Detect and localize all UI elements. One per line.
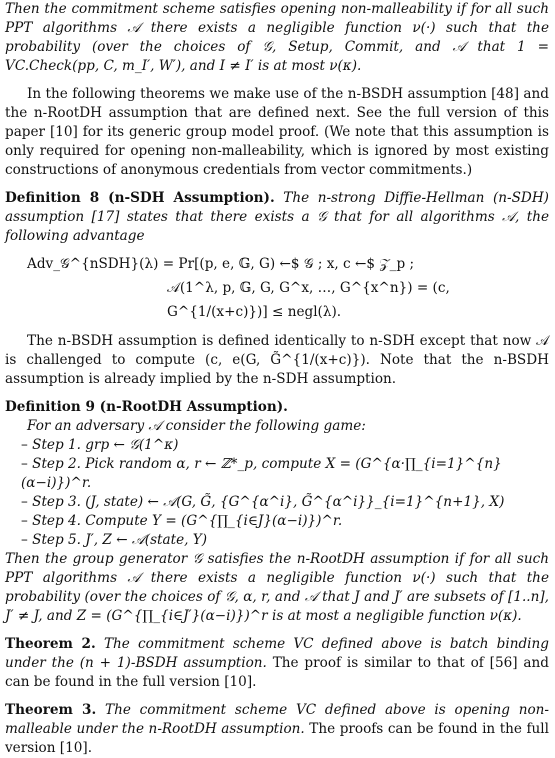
definition-8-heading: Definition 8 (n-SDH Assumption). (5, 190, 275, 206)
theorem-2-heading: Theorem 2. (5, 636, 96, 652)
game-step-5: – Step 5. J′, Z ← 𝒜(state, Y) (21, 531, 549, 550)
definition-9-conclusion: Then the group generator 𝒢 satisfies the n-RootDH assumption if for all such PPT algorithms 𝒜 there exists a negligible function ν(·) such that the probability (over the choices of 𝒢, α, r, and 𝒜 that J and J′ are subsets of [1..n], J′ ≠ J, and Z = (G^{∏_{i∈J′}(α−i)})^r is at most a negligible function ν(κ). (5, 551, 549, 624)
definition-8 (5, 189, 549, 246)
rootdh-game-steps (21, 436, 549, 550)
nsdh-formula-line-1: Adv_𝒢^{nSDH}(λ) = Pr[(p, e, 𝔾, G) ←$ 𝒢 ; x, c ←$ 𝒵_p ; (27, 256, 415, 272)
opening-non-malleability-paragraph: Then the commitment scheme satisfies opening non-malleability if for all such PPT algorithms 𝒜 there exists a negligible function ν(·) such that the probability (over the choices of 𝒢, Setup, Commit, and 𝒜 that 1 = VC.Check(pp, C, m_I′, W′), and I ≠ I′ is at most ν(κ). (5, 1, 549, 74)
game-step-2: – Step 2. Pick random α, r ← ℤ*_p, compute X = (G^{α·∏_{i=1}^{n}(α−i)})^r. (21, 455, 549, 493)
theorem-3-heading: Theorem 3. (5, 702, 97, 718)
theorem-2-statement: The commitment scheme VC defined above is batch binding under the (n + 1)-BSDH assumption. (5, 636, 549, 671)
nsdh-formula-line-2: 𝒜(1^λ, p, 𝔾, G, G^x, …, G^{x^n}) = (c, G^{1/(x+c)})] ≤ negl(λ). (167, 280, 450, 320)
definition-9-heading: Definition 9 (n-RootDH Assumption). (5, 399, 288, 415)
theorem-2 (5, 635, 549, 692)
theorem-3 (5, 701, 549, 758)
game-step-4: – Step 4. Compute Y = (G^{∏_{i∈J}(α−i)})^r. (21, 512, 549, 531)
definition-9-intro: For an adversary 𝒜 consider the following game: (27, 418, 366, 434)
assumption-intro-paragraph: In the following theorems we make use of the n-BSDH assumption [48] and the n-RootDH assumption that are defined next. See the full version of this paper [10] for its generic group model proof. (We note that this assumption is only required for opening non-malleability, which is ignored by most existing constructions of anonymous credentials from vector commitments.) (5, 86, 549, 178)
game-step-1: – Step 1. grp ← 𝒢(1^κ) (21, 436, 549, 455)
theorem-3-proof-note: The proofs can be found in the full version [10]. (5, 721, 549, 756)
theorem-3-statement: The commitment scheme VC defined above is opening non-malleable under the n-RootDH assumption. (5, 702, 549, 737)
game-step-3: – Step 3. (J, state) ← 𝒜(G, G̃, {G^{α^i}, G̃^{α^i}}_{i=1}^{n+1}, X) (21, 493, 549, 512)
definition-8-text: The n-strong Diffie-Hellman (n-SDH) assumption [17] states that there exists a 𝒢 that for all algorithms 𝒜, the following advantage (5, 190, 549, 244)
theorem-2-proof-note: The proof is similar to that of [56] and can be found in the full version [10]. (5, 655, 549, 690)
nbsdh-paragraph: The n-BSDH assumption is defined identically to n-SDH except that now 𝒜 is challenged to compute (c, e(G, G̃^{1/(x+c)}). Note that the n-BSDH assumption is already implied by the n-SDH assumption. (5, 333, 549, 387)
nsdh-formula (27, 252, 549, 324)
